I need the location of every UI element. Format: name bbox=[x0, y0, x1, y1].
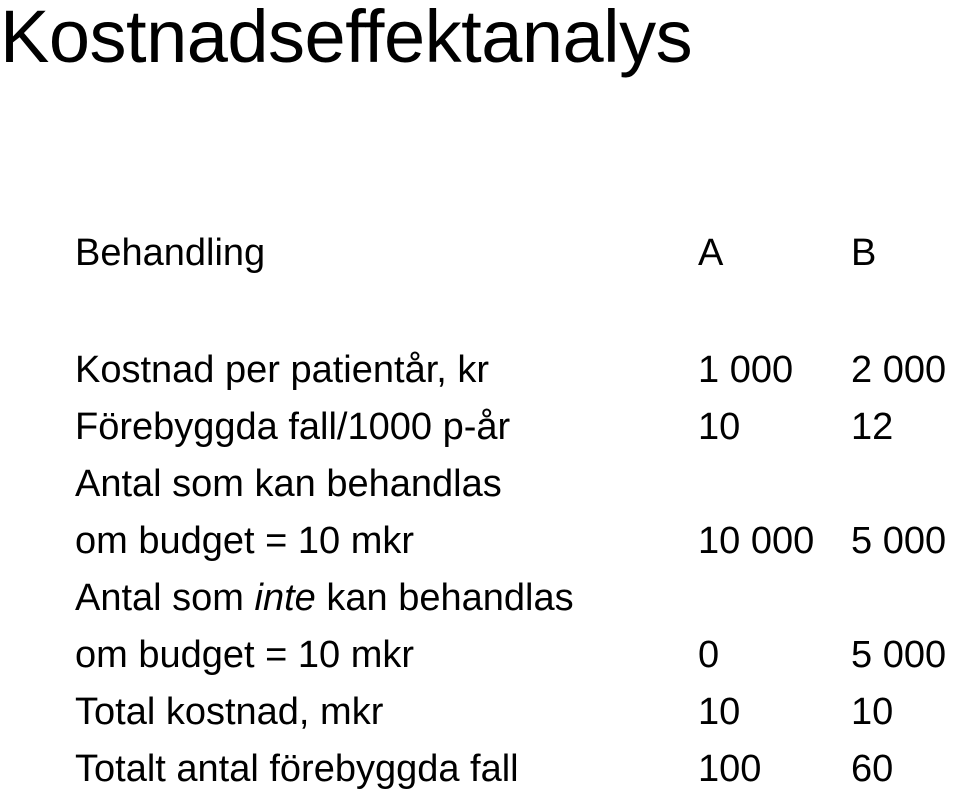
table-row bbox=[0, 405, 960, 449]
row-label-start: Antal som bbox=[75, 577, 255, 619]
row-value-a: 10 bbox=[698, 406, 741, 448]
row-value-b: 5 000 bbox=[851, 520, 947, 562]
row-label: Antal som kan behandlas bbox=[75, 463, 502, 505]
row-value-b: 12 bbox=[851, 406, 894, 448]
page-title: Kostnadseffektanalys bbox=[0, 0, 693, 78]
row-label: Förebyggda fall/1000 p-år bbox=[75, 406, 511, 448]
table-row bbox=[0, 576, 960, 620]
table-row bbox=[0, 633, 960, 677]
header-label: Behandling bbox=[75, 232, 266, 274]
row-value-b: 60 bbox=[851, 748, 894, 790]
row-label: Total kostnad, mkr bbox=[75, 691, 384, 733]
row-value-a: 0 bbox=[698, 634, 720, 676]
row-label: om budget = 10 mkr bbox=[75, 520, 415, 562]
table-row bbox=[0, 462, 960, 506]
row-value-b: 10 bbox=[851, 691, 894, 733]
table-row bbox=[0, 348, 960, 392]
row-value-a: 10 bbox=[698, 691, 741, 733]
table-header bbox=[0, 231, 960, 275]
row-value-a: 10 000 bbox=[698, 520, 815, 562]
row-label-emphasis: inte bbox=[254, 577, 316, 619]
row-value-b: 5 000 bbox=[851, 634, 947, 676]
row-label bbox=[75, 576, 574, 620]
row-value-a: 100 bbox=[698, 748, 762, 790]
row-value-b: 2 000 bbox=[851, 349, 947, 391]
header-col-a: A bbox=[698, 232, 724, 274]
header-col-b: B bbox=[851, 232, 877, 274]
row-label: Kostnad per patientår, kr bbox=[75, 349, 490, 391]
table-row bbox=[0, 690, 960, 734]
table-row bbox=[0, 747, 960, 791]
row-value-a: 1 000 bbox=[698, 349, 794, 391]
row-label: om budget = 10 mkr bbox=[75, 634, 415, 676]
table-row bbox=[0, 519, 960, 563]
row-label-end: kan behandlas bbox=[315, 577, 574, 619]
row-label: Totalt antal förebyggda fall bbox=[75, 748, 519, 790]
